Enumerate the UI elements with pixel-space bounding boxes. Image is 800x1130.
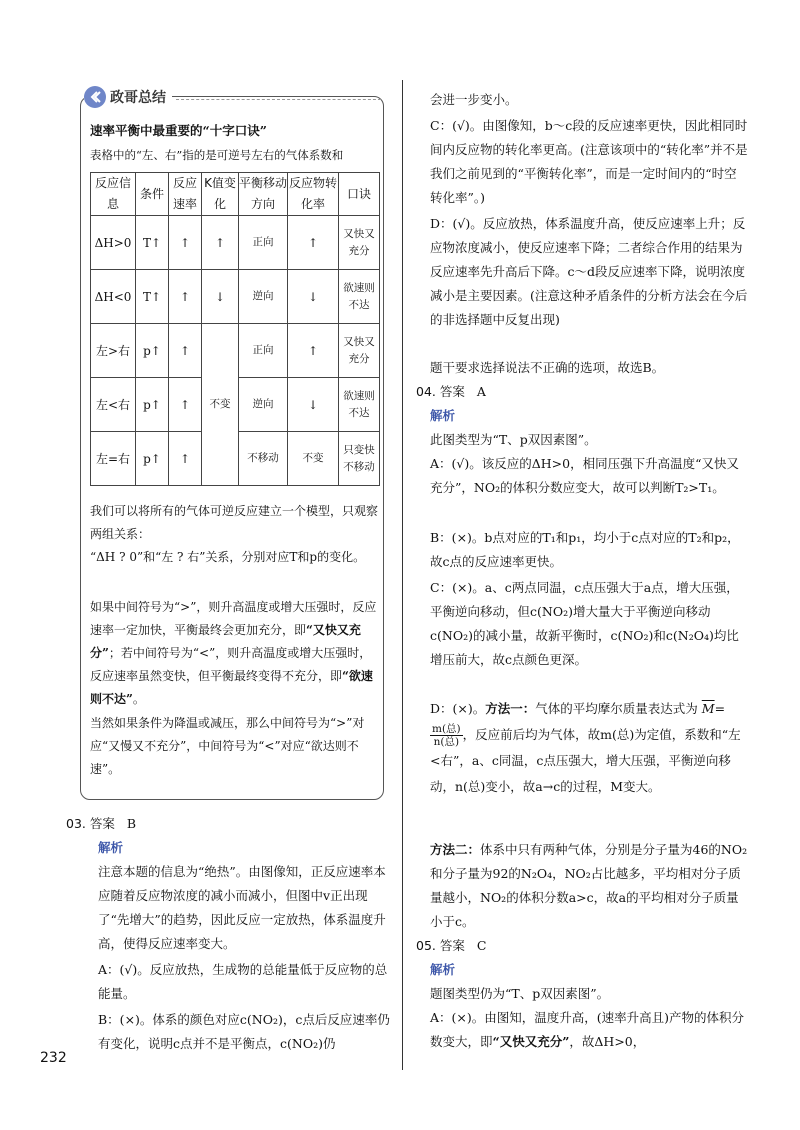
q04-d-label: D：(×)。 (430, 701, 486, 716)
cell-info: 左<右 (91, 378, 136, 432)
q03-jiexi-label: 解析 (98, 840, 124, 855)
cell-cond: T↑ (136, 270, 169, 324)
cell-conv: ↑ (288, 216, 339, 270)
cell-k: ↓ (202, 270, 239, 324)
q05-para-1: 题图类型仍为“T、p双因素图”。 (430, 986, 610, 1001)
q04-para-3: B：(×)。b点对应的T₁和p₁，均小于c点对应的T₂和p₂，故c点的反应速率更快。 (430, 530, 740, 569)
cell-cond: p↑ (136, 378, 169, 432)
q05-answer-label: 答案 (439, 938, 465, 953)
cell-info: ΔH>0 (91, 216, 136, 270)
fraction-numerator: m(总) (432, 723, 461, 735)
q04-answer: A (476, 384, 486, 399)
rate-equilibrium-table (90, 172, 380, 486)
q03-para-2: A：(√)。反应放热，生成物的总能量低于反应物的总能量。 (98, 962, 388, 1001)
avg-molar-mass-symbol: $\overline{M}$ (701, 701, 715, 716)
q03-number: 03. (66, 816, 86, 831)
zhengge-logo-icon (84, 86, 106, 108)
q04-answer-line (416, 380, 746, 404)
method-two-text: 体系中只有两种气体，分别是分子量为46的NO₂和分子量为92的N₂O₄，NO₂占比越多，平均相对分子质量越小，NO₂的体积分数a>c，故a的平均相对分子质量小于c。 (430, 842, 748, 929)
cell-conv: 不变 (288, 432, 339, 486)
q05-answer-line (416, 934, 746, 958)
cell-rate: ↑ (169, 378, 202, 432)
table-row (91, 324, 380, 378)
para3-text: 如果中间符号为“>”，则升高温度或增大压强时，反应速率一定加快，平衡最终会更加充分，即 (90, 600, 377, 637)
cell-dir: 不移动 (239, 432, 288, 486)
q04-d-text-2: ，反应前后均为气体，故m(总)为定值，系数和“左<右”，a、c同温，c点压强大，增大压强，平衡逆向移动，n(总)变小，故a→c的过程，M变大。 (430, 727, 741, 794)
q03-para-6: D：(√)。反应放热，体系温度升高，使反应速率上升；反应物浓度减小，使反应速率下降；二者综合作用的结果为反应速率先升高后下降。c～d段反应速率下降，说明浓度减小是主要因素。(注意这种矛盾条件的分析方法会在今后的非选择题中反复出现) (430, 216, 748, 327)
q03-para-4: 会进一步变小。 (430, 92, 518, 107)
q05-jiexi-label: 解析 (430, 962, 456, 977)
q04-jiexi-label: 解析 (430, 408, 456, 423)
table-header: 口诀 (339, 173, 380, 216)
table-header: 反应信息 (91, 173, 136, 216)
q05-answer: C (476, 938, 487, 953)
cell-cond: p↑ (136, 432, 169, 486)
q03-answer-line (66, 812, 391, 836)
table-header: 反应物转化率 (288, 173, 339, 216)
q03-answer: B (126, 816, 137, 831)
cell-k: ↑ (202, 216, 239, 270)
cell-conv: ↑ (288, 324, 339, 378)
q05-emph: “又快又充分” (492, 1034, 570, 1049)
table-row (91, 270, 380, 324)
table-header-row (91, 173, 380, 216)
summary-para-4: 当然如果条件为降温或减压，那么中间符号为“>”对应“又慢又不充分”，中间符号为“<”对应“欲达则不速”。 (90, 716, 365, 776)
summary-para-3 (90, 596, 382, 711)
cell-conv: ↓ (288, 378, 339, 432)
q05-text: A：(×)。由图知，温度升高，(速率升高且)产物的体积分数变大，即 (430, 1010, 745, 1049)
cell-info: ΔH<0 (91, 270, 136, 324)
cell-rhyme: 只变快不移动 (339, 432, 380, 486)
q04-answer-label: 答案 (439, 384, 465, 399)
table-header: 平衡移动方向 (239, 173, 288, 216)
table-header: 反应速率 (169, 173, 202, 216)
cell-dir: 正向 (239, 324, 288, 378)
summary-title: 政哥总结 (110, 90, 166, 106)
cell-dir: 正向 (239, 216, 288, 270)
cell-rhyme: 欲速则不达 (339, 270, 380, 324)
method-one-label: 方法一： (485, 701, 536, 716)
summary-subheading: 表格中的“左、右”指的是可逆号左右的气体系数和 (90, 148, 344, 162)
cell-k-merged: 不变 (202, 324, 239, 486)
summary-para-1: 我们可以将所有的气体可逆反应建立一个模型，只观察两组关系： (90, 504, 379, 541)
summary-para-2: “ΔH ? 0”和“左 ? 右”关系，分别对应T和p的变化。 (90, 550, 366, 564)
cell-cond: p↑ (136, 324, 169, 378)
q04-para-4: C：(×)。a、c两点同温，c点压强大于a点，增大压强，平衡逆向移动，但c(NO₂)增大量大于平衡逆向移动c(NO₂)的减小量，故新平衡时，c(NO₂)和c(N₂O₄)均比增压前大，故c点颜色更深。 (430, 580, 739, 667)
q03-para-7: 题干要求选择说法不正确的选项，故选B。 (430, 360, 665, 375)
table-header: K值变化 (202, 173, 239, 216)
cell-info: 左>右 (91, 324, 136, 378)
q04-para-5: D：(×)。方法一：气体的平均摩尔质量表达式为 $\overline{M}=$ $\frac{\text{m(总)}}{\text{n(总)}}$ ，反应前后均为气体，故m(总)为定值，系数和“左<右”，a、c同温，c点压强大，增大压强，平衡逆向移动，n(总)变小，故a→c的过程，M变大。 (430, 701, 741, 794)
q03-para-3: B：(×)。体系的颜色对应c(NO₂)，c点后反应速率仍有变化，说明c点并不是平衡点，c(NO₂)仍 (98, 1012, 390, 1051)
molar-mass-fraction (430, 723, 463, 748)
page-number: 232 (40, 1050, 67, 1066)
method-two-label: 方法二： (430, 842, 481, 857)
para3-text: ；若中间符号为“<”，则升高温度或增大压强时，反应速率虽然变快，但平衡最终变得不充分，即 (90, 646, 372, 683)
cell-rhyme: 又快又充分 (339, 324, 380, 378)
cell-rate: ↑ (169, 216, 202, 270)
table-header: 条件 (136, 173, 169, 216)
q04-para-1: 此图类型为“T、p双因素图”。 (430, 432, 597, 447)
table-row (91, 216, 380, 270)
q05-number: 05. (416, 938, 436, 953)
q04-para-6 (430, 838, 748, 934)
cell-rate: ↑ (169, 270, 202, 324)
summary-heading: 速率平衡中最重要的“十字口诀” (90, 123, 267, 138)
cell-info: 左=右 (91, 432, 136, 486)
q03-answer-label: 答案 (89, 816, 115, 831)
cell-dir: 逆向 (239, 270, 288, 324)
header-dash-divider (176, 99, 381, 100)
cell-conv: ↓ (288, 270, 339, 324)
cell-cond: T↑ (136, 216, 169, 270)
cell-rhyme: 欲速则不达 (339, 378, 380, 432)
q05-text-end: ，故ΔH>0， (569, 1034, 646, 1049)
column-divider (402, 80, 403, 1070)
q04-para-2: A：(√)。该反应的ΔH>0，相同压强下升高温度“又快又充分”，NO₂的体积分数应变大，故可以判断T₂>T₁。 (430, 456, 739, 495)
cell-rhyme: 又快又充分 (339, 216, 380, 270)
para3-emph-2: “欲速则不达” (90, 669, 373, 706)
cell-rate: ↑ (169, 324, 202, 378)
q03-para-5: C：(√)。由图像知，b～c段的反应速率更快，因此相同时间内反应物的转化率更高。(注意该项中的“转化率”并不是我们之前见到的“平衡转化率”，而是一定时间内的“时空转化率”。) (430, 118, 748, 205)
cell-rate: ↑ (169, 432, 202, 486)
para3-text: 。 (132, 692, 145, 706)
summary-header (84, 86, 172, 108)
q04-number: 04. (416, 384, 436, 399)
para3-emph-1: “又快又充分” (90, 623, 361, 660)
fraction-denominator: n(总) (433, 736, 460, 748)
q04-d-text: 气体的平均摩尔质量表达式为 (535, 701, 698, 716)
cell-dir: 逆向 (239, 378, 288, 432)
q05-para-2 (430, 1006, 748, 1054)
q03-para-1: 注意本题的信息为“绝热”。由图像知，正反应速率本应随着反应物浓度的减小而减小，但图中v正出现了“先增大”的趋势，因此反应一定放热，体系温度升高，使得反应速率变大。 (98, 864, 386, 951)
